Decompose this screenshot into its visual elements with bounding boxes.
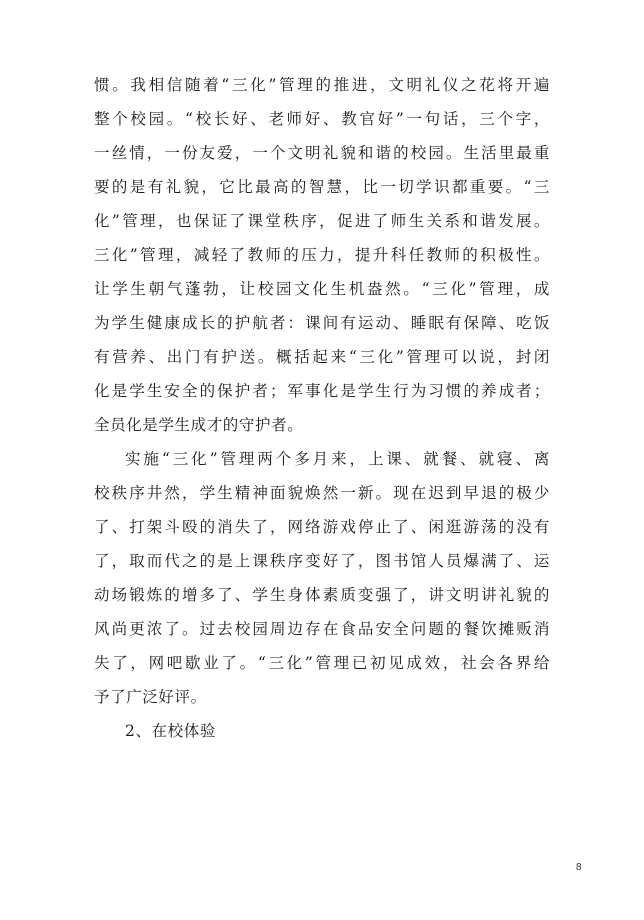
page-number: 8	[576, 862, 582, 873]
text-line: 要的是有礼貌，它比最高的智慧，比一切学识都重要。“三	[94, 178, 550, 196]
text-line: 校秩序井然，学生精神面貌焕然一新。现在迟到早退的极少	[94, 484, 550, 502]
text-line: 实施“三化”管理两个多月来，上课、就餐、就寝、离	[125, 450, 550, 468]
text-line: 三化”管理，减轻了教师的压力，提升科任教师的积极性。	[94, 246, 550, 264]
text-line: 有营养、出门有护送。概括起来“三化”管理可以说，封闭	[94, 348, 550, 366]
text-line: 一丝情，一份友爱，一个文明礼貌和谐的校园。生活里最重	[94, 144, 550, 162]
text-line: 整个校园。“校长好、老师好、教官好”一句话，三个字，	[94, 110, 550, 128]
text-line: 惯。我相信随着“三化”管理的推进，文明礼仪之花将开遍	[94, 76, 550, 94]
text-line: 动场锻炼的增多了、学生身体素质变强了，讲文明讲礼貌的	[94, 586, 550, 604]
text-line: 予了广泛好评。	[94, 688, 207, 706]
text-line: 全员化是学生成才的守护者。	[94, 416, 304, 434]
text-line: 失了，网吧歇业了。“三化”管理已初见成效，社会各界给	[94, 654, 550, 672]
text-line: 让学生朝气蓬勃，让校园文化生机盎然。“三化”管理，成	[94, 280, 550, 298]
text-line: 为学生健康成长的护航者：课间有运动、睡眠有保障、吃饭	[94, 314, 550, 332]
text-line: 化是学生安全的保护者；军事化是学生行为习惯的养成者；	[94, 382, 550, 400]
text-line: 了、打架斗殴的消失了，网络游戏停止了、闲逛游荡的没有	[94, 518, 550, 536]
body-text	[94, 68, 550, 748]
text-line: 了，取而代之的是上课秩序变好了，图书馆人员爆满了、运	[94, 552, 550, 570]
section-heading: 2、在校体验	[125, 722, 216, 740]
text-line: 化”管理，也保证了课堂秩序，促进了师生关系和谐发展。	[94, 212, 550, 230]
text-line: 风尚更浓了。过去校园周边存在食品安全问题的餐饮摊贩消	[94, 620, 550, 638]
